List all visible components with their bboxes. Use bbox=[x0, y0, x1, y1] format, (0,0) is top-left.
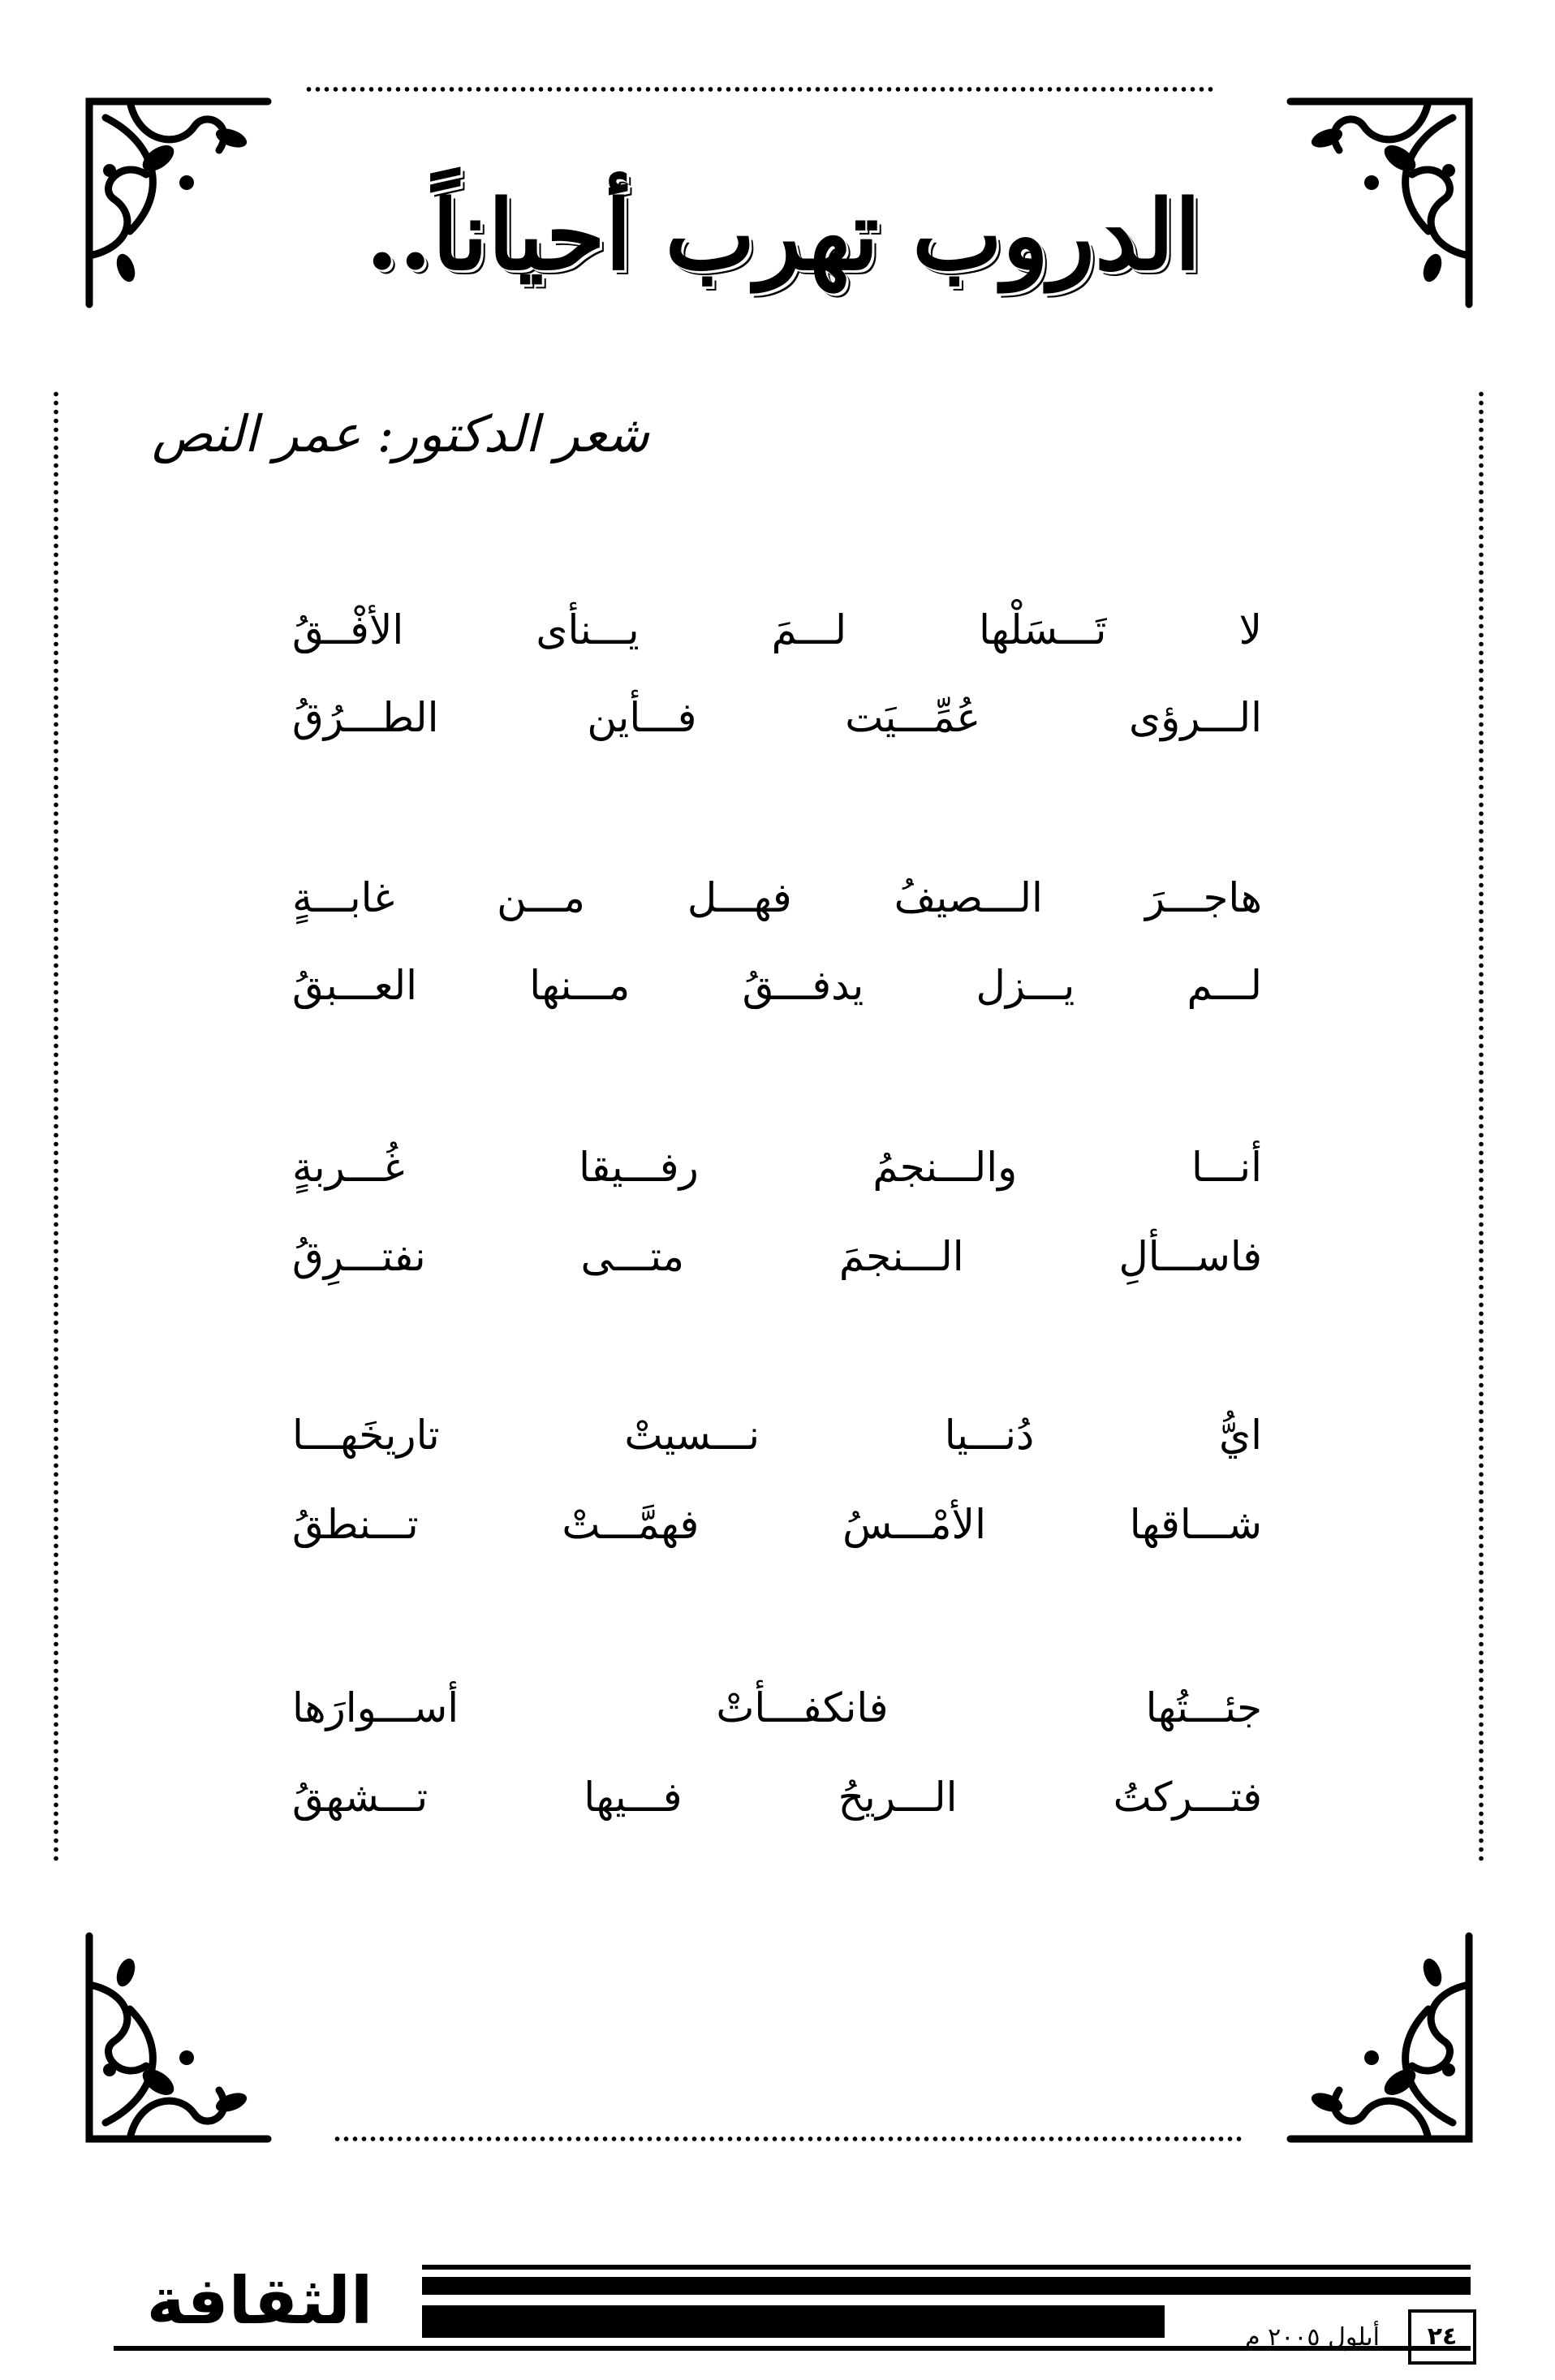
verse-line: لـــم يـــزل يدفـــقُ مـــنها العـــبقُ bbox=[292, 962, 1262, 1009]
corner-ornament-bottom-left bbox=[81, 1928, 276, 2147]
left-dotted-rule bbox=[50, 390, 62, 1863]
verse-line: فاســـألِ الـــنجمَ متـــى نفتـــرِقُ bbox=[292, 1233, 1262, 1280]
verse-line: ايُّ دُنـــيا نـــسيتْ تاريخَهـــا bbox=[292, 1412, 1262, 1459]
issue-date: أيلول ٢٠٠٥ م bbox=[1244, 2323, 1380, 2352]
corner-ornament-bottom-right bbox=[1282, 1928, 1477, 2147]
verse-line: أنـــا والـــنجمُ رفـــيقا غُـــربةٍ bbox=[292, 1144, 1262, 1191]
corner-ornament-top-left bbox=[81, 93, 276, 313]
poem-author: شعر الدكتور: عمر النص bbox=[152, 404, 649, 463]
bottom-dotted-rule bbox=[333, 2133, 1242, 2145]
verse-line: الـــرؤى عُمِّـــيَت فـــأين الطـــرُقُ bbox=[292, 694, 1262, 741]
poem-title: الدروب تهرب أحياناً.. bbox=[365, 179, 1201, 291]
magazine-logo: الثقافة bbox=[97, 2257, 422, 2346]
verse-line: لا تَـــسَلْها لـــمَ يـــنأى الأفْــقُ bbox=[292, 606, 1262, 653]
corner-ornament-top-right bbox=[1282, 93, 1477, 313]
verse-line: هاجـــرَ الـــصيفُ فهـــل مـــن غابـــةٍ bbox=[292, 874, 1262, 921]
top-dotted-rule bbox=[304, 84, 1213, 95]
verse-line: جئـــتُها فانكفـــأتْ أســـوارَها bbox=[292, 1684, 1262, 1731]
verse-line: فتـــركتُ الـــريحُ فـــيها تـــشهقُ bbox=[292, 1774, 1262, 1821]
page-number: ٢٤ bbox=[1408, 2309, 1476, 2365]
right-dotted-rule bbox=[1475, 390, 1487, 1863]
verse-line: شـــاقها الأمْـــسُ فهمَّـــتْ تـــنطقُ bbox=[292, 1501, 1262, 1548]
